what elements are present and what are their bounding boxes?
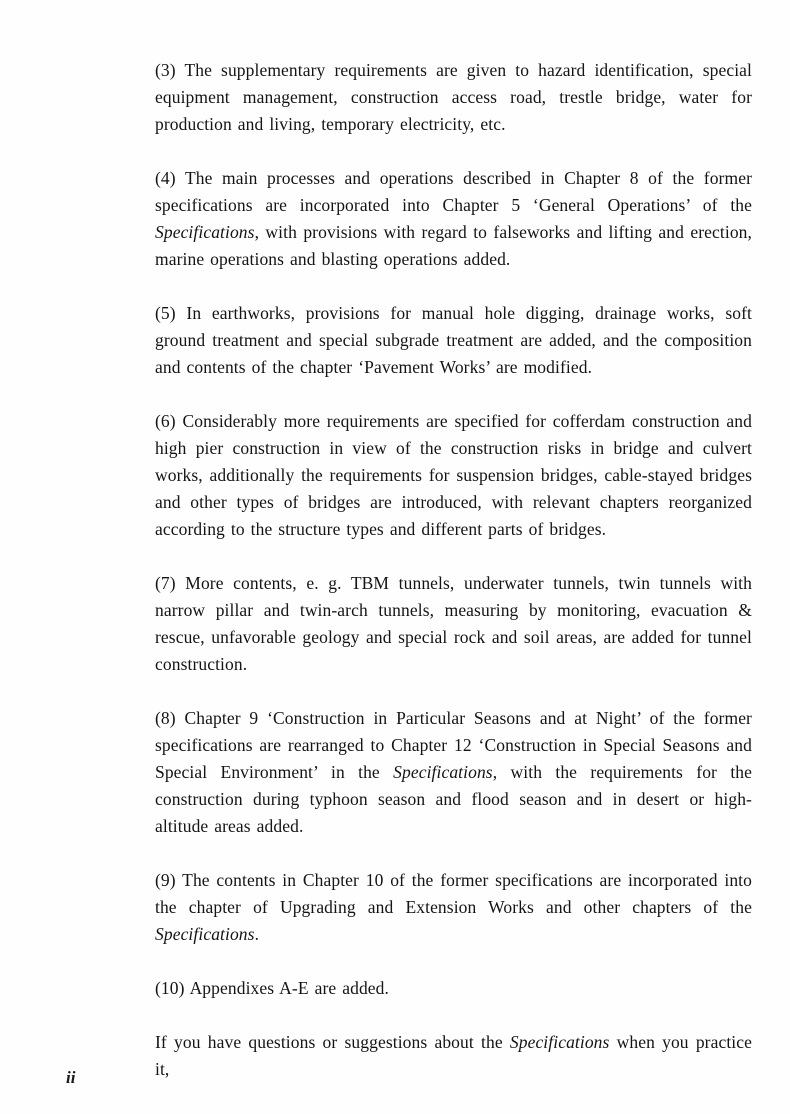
body-text: , with provisions with regard to falseworks and lifting and erection, marine operations and blasting operations added.: [155, 222, 752, 269]
paragraph: [155, 1029, 752, 1083]
italic-text: Specifications: [393, 762, 493, 782]
body-text: (9) The contents in Chapter 10 of the former specifications are incorporated into the chapter of Upgrading and Extension Works and other chapters of the: [155, 870, 752, 917]
paragraph: [155, 570, 752, 678]
paragraph: [155, 867, 752, 948]
paragraph: [155, 975, 752, 1002]
body-text: (4) The main processes and operations described in Chapter 8 of the former specifications are incorporated into Chapter 5 ‘General Operations’ of the: [155, 168, 752, 215]
document-body: [155, 57, 752, 1083]
body-text: (3) The supplementary requirements are given to hazard identification, special equipment management, construction access road, trestle bridge, water for production and living, temporary electricity, etc.: [155, 60, 752, 134]
body-text: (7) More contents, e. g. TBM tunnels, underwater tunnels, twin tunnels with narrow pillar and twin-arch tunnels, measuring by monitoring, evacuation & rescue, unfavorable geology and special rock and soil areas, are added for tunnel construction.: [155, 573, 752, 674]
paragraph: [155, 408, 752, 543]
body-text: If you have questions or suggestions about the: [155, 1032, 510, 1052]
body-text: when you practice it,: [155, 1032, 753, 1079]
paragraph: [155, 165, 752, 273]
paragraph: [155, 300, 752, 381]
body-text: , with the requirements for the construction during typhoon season and flood season and in desert or high-altitude areas added.: [155, 762, 752, 836]
italic-text: Specifications: [155, 222, 255, 242]
italic-text: Specifications: [155, 924, 255, 944]
paragraph: [155, 705, 752, 840]
body-text: (8) Chapter 9 ‘Construction in Particular Seasons and at Night’ of the former specifications are rearranged to Chapter 12 ‘Construction in Special Seasons and Special Environment’ in the: [155, 708, 752, 782]
italic-text: Specifications: [509, 1032, 610, 1052]
body-text: (5) In earthworks, provisions for manual hole digging, drainage works, soft ground treatment and special subgrade treatment are added, and the composition and contents of the chapter ‘Pavement Works’ are modified.: [155, 303, 752, 377]
body-text: (6) Considerably more requirements are specified for cofferdam construction and high pier construction in view of the construction risks in bridge and culvert works, additionally the requirements for suspension bridges, cable-stayed bridges and other types of bridges are introduced, with relevant chapters reorganized according to the structure types and different parts of bridges.: [155, 411, 752, 539]
page-number: ii: [66, 1068, 76, 1087]
body-text: (10) Appendixes A-E are added.: [155, 978, 389, 998]
paragraph: [155, 57, 752, 138]
body-text: .: [254, 924, 260, 944]
